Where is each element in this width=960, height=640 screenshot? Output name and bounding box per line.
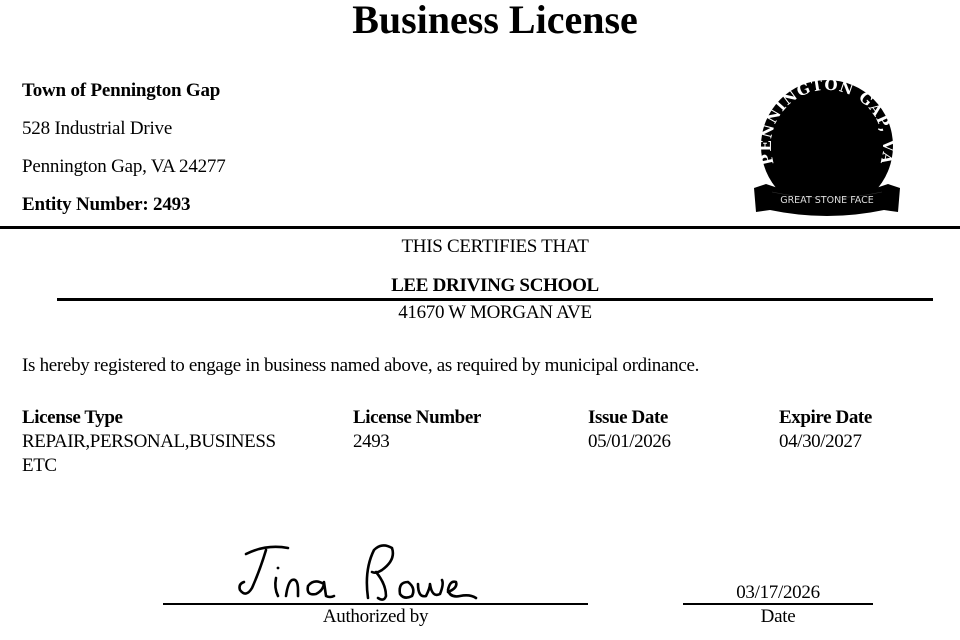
entity-number: Entity Number: 2493 xyxy=(22,194,191,215)
svg-text:GREAT STONE FACE: GREAT STONE FACE xyxy=(780,195,874,206)
business-address: 41670 W MORGAN AVE xyxy=(398,302,592,323)
svg-text:PENNINGTON GAP, VA: PENNINGTON GAP, VA xyxy=(756,76,898,167)
date-caption: Date xyxy=(760,606,796,627)
registration-statement: Is hereby registered to engage in business named above, as required by municipal ordinance. xyxy=(22,355,700,376)
document-title: Business License xyxy=(352,0,638,42)
issue-date-label: Issue Date xyxy=(588,407,668,428)
business-name-underline xyxy=(57,298,933,301)
issuer-street: 528 Industrial Drive xyxy=(22,118,173,139)
authorized-signature xyxy=(236,540,516,606)
license-type-value: REPAIR,PERSONAL,BUSINESS xyxy=(22,431,276,452)
license-number-label: License Number xyxy=(353,407,481,428)
license-type-label: License Type xyxy=(22,407,123,428)
issuer-name: Town of Pennington Gap xyxy=(22,80,221,101)
license-type-value-line2: ETC xyxy=(22,455,57,476)
certifies-text: THIS CERTIFIES THAT xyxy=(401,236,589,257)
issuer-city-state-zip: Pennington Gap, VA 24277 xyxy=(22,156,226,177)
license-number-value: 2493 xyxy=(353,431,390,452)
expire-date-value: 04/30/2027 xyxy=(779,431,862,452)
authorized-by-caption: Authorized by xyxy=(322,606,429,627)
issue-date-value: 05/01/2026 xyxy=(588,431,671,452)
business-name: LEE DRIVING SCHOOL xyxy=(391,275,599,296)
header-divider xyxy=(0,226,960,229)
date-line xyxy=(683,603,873,605)
town-seal-icon xyxy=(752,76,902,222)
signature-line xyxy=(163,603,588,605)
signature-date-value: 03/17/2026 xyxy=(736,582,820,603)
expire-date-label: Expire Date xyxy=(779,407,872,428)
